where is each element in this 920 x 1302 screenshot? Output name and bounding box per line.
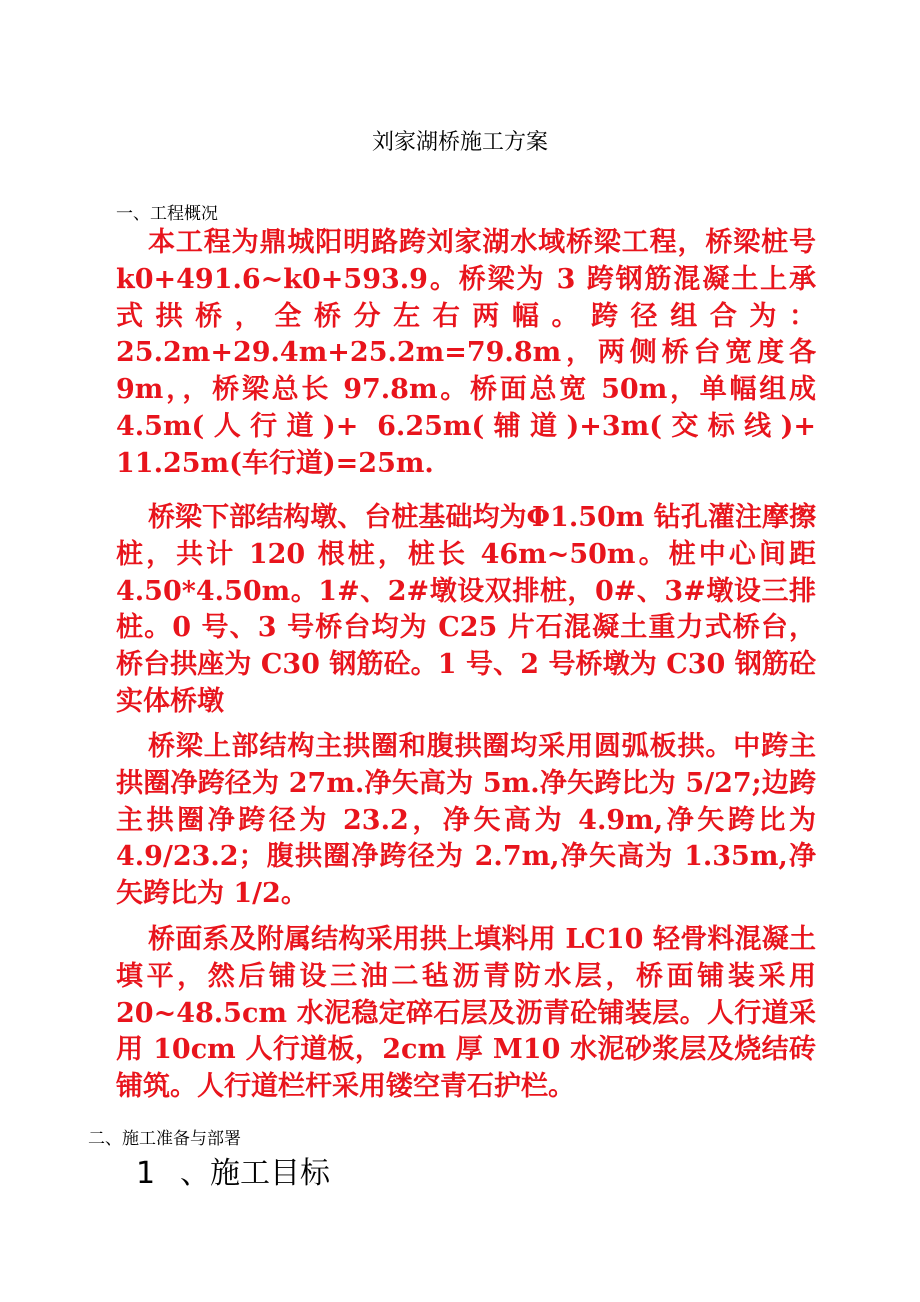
document-title: 刘家湖桥施工方案 [371, 130, 548, 155]
paragraph-project-overview: 本工程为鼎城阳明路跨刘家湖水域桥梁工程，桥梁桩号 k0+491.6~k0+593.9。桥梁为 3 跨钢筋混凝土上承式拱桥，全桥分左右两幅。跨径组合为：25.2m+29.4m+25.2m=79.8m，两侧桥台宽度各 9m，，桥梁总长 97.8m。桥面总宽 50m，单幅组成 4.5m(人行道)+ 6.25m(辅道)+3m(交标线)+ 11.25m(车行道)=25m. [116, 227, 816, 479]
subsection-number: 1 [136, 1156, 156, 1191]
section-heading-overview: 一、工程概况 [116, 204, 218, 224]
section-heading-preparation: 二、施工准备与部署 [88, 1129, 241, 1149]
subsection-title: 、施工目标 [180, 1156, 330, 1191]
paragraph-deck-system: 桥面系及附属结构采用拱上填料用 LC10 轻骨料混凝土填平，然后铺设三油二毡沥青防水层，桥面铺装采用 20~48.5cm 水泥稳定碎石层及沥青砼铺装层。人行道采用 10cm 人行道板，2cm 厚 M10 水泥砂浆层及烧结砖铺筑。人行道栏杆采用镂空青石护栏。 [116, 924, 816, 1103]
paragraph-superstructure: 桥梁上部结构主拱圈和腹拱圈均采用圆弧板拱。中跨主拱圈净跨径为 27m.净矢高为 5m.净矢跨比为 5/27;边跨主拱圈净跨径为 23.2，净矢高为 4.9m,净矢跨比为 4.9/23.2；腹拱圈净跨径为 2.7m,净矢高为 1.35m,净矢跨比为 1/2。 [116, 731, 816, 910]
paragraph-substructure: 桥梁下部结构墩、台桩基础均为Φ1.50m 钻孔灌注摩擦桩，共计 120 根桩，桩长 46m~50m。桩中心间距 4.50*4.50m。1#、2#墩设双排桩，0#、3#墩设三排桩。0 号、3 号桥台均为 C25 片石混凝土重力式桥台，桥台拱座为 C30 钢筋砼。1 号、2 号桥墩为 C30 钢筋砼实体桥墩 [116, 502, 816, 717]
subsection-heading-goals [136, 1150, 330, 1198]
